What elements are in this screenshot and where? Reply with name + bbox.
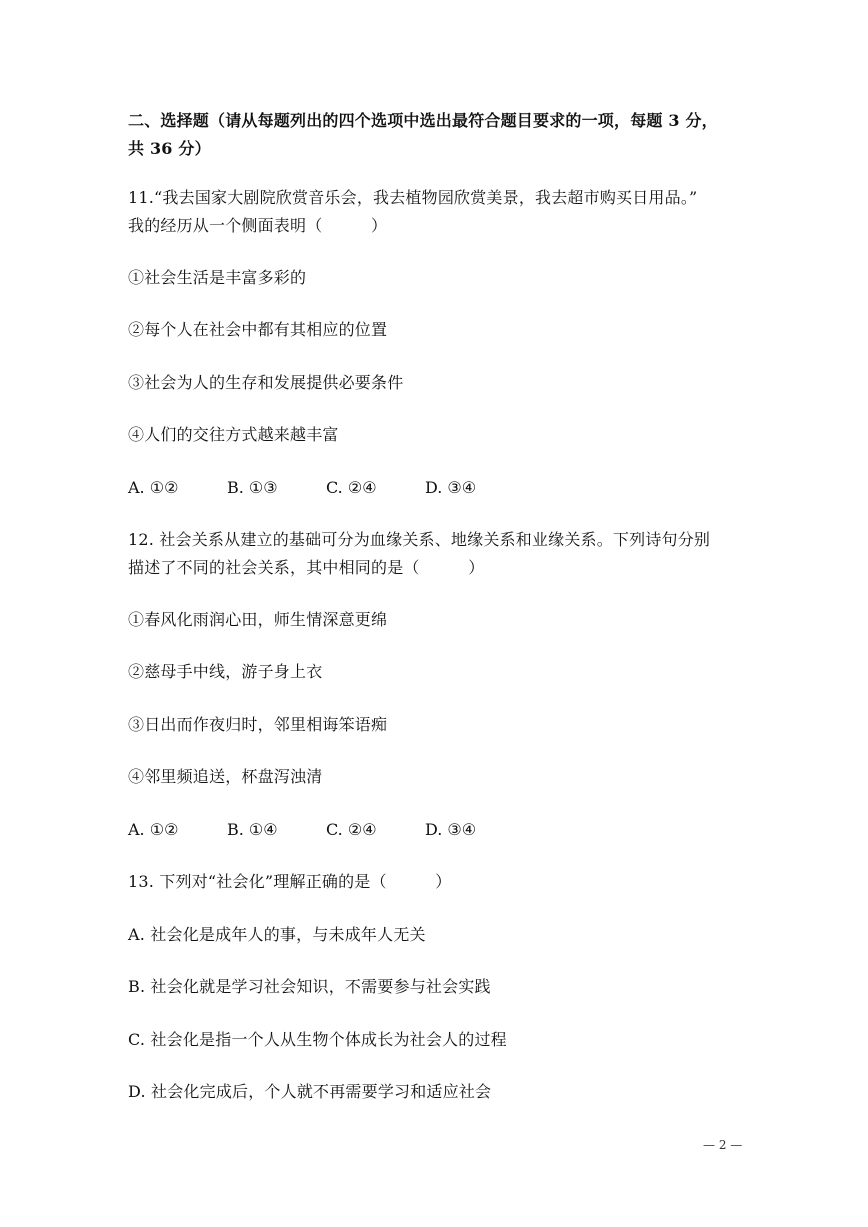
question-12-option-c: C. ②④ xyxy=(326,820,377,839)
question-12-statement-2: ②慈母手中线，游子身上衣 xyxy=(128,662,323,681)
question-12-statement-4: ④邻里频追送，杯盘泻浊清 xyxy=(128,767,323,786)
question-11-stem-line-1: 11.“我去国家大剧院欣赏音乐会，我去植物园欣赏美景，我去超市购买日用品。” xyxy=(128,188,698,207)
section-heading-line-1: 二、选择题（请从每题列出的四个选项中选出最符合题目要求的一项，每题 3 分， xyxy=(128,111,718,130)
question-12-option-d: D. ③④ xyxy=(425,820,477,839)
question-11-stem-line-2: 我的经历从一个侧面表明（ ） xyxy=(128,216,388,235)
question-12-option-a: A. ①② xyxy=(128,820,179,839)
question-13-option-c: C. 社会化是指一个人从生物个体成长为社会人的过程 xyxy=(128,1030,507,1049)
question-13-option-b: B. 社会化就是学习社会知识，不需要参与社会实践 xyxy=(128,977,491,996)
section-heading-line-2: 共 36 分） xyxy=(128,139,211,158)
question-13-stem: 13. 下列对“社会化”理解正确的是（ ） xyxy=(128,872,452,891)
question-11-statement-4: ④人们的交往方式越来越丰富 xyxy=(128,425,339,444)
question-12-stem-line-2: 描述了不同的社会关系，其中相同的是（ ） xyxy=(128,558,485,577)
question-12-stem-line-1: 12. 社会关系从建立的基础可分为血缘关系、地缘关系和业缘关系。下列诗句分别 xyxy=(128,530,711,549)
question-12-statement-1: ①春风化雨润心田，师生情深意更绵 xyxy=(128,610,388,629)
question-11-statement-2: ②每个人在社会中都有其相应的位置 xyxy=(128,320,388,339)
page-number: — 2 — xyxy=(703,1138,743,1152)
question-11-option-b: B. ①③ xyxy=(227,478,278,497)
question-11-statement-1: ①社会生活是丰富多彩的 xyxy=(128,268,307,287)
question-11-option-d: D. ③④ xyxy=(425,478,477,497)
question-13-option-a: A. 社会化是成年人的事，与未成年人无关 xyxy=(128,925,426,944)
question-11-option-c: C. ②④ xyxy=(326,478,377,497)
question-11-option-a: A. ①② xyxy=(128,478,179,497)
question-11-statement-3: ③社会为人的生存和发展提供必要条件 xyxy=(128,373,404,392)
question-13-option-d: D. 社会化完成后，个人就不再需要学习和适应社会 xyxy=(128,1082,492,1101)
question-12-option-b: B. ①④ xyxy=(227,820,278,839)
question-12-statement-3: ③日出而作夜归时，邻里相诲笨语痴 xyxy=(128,715,388,734)
